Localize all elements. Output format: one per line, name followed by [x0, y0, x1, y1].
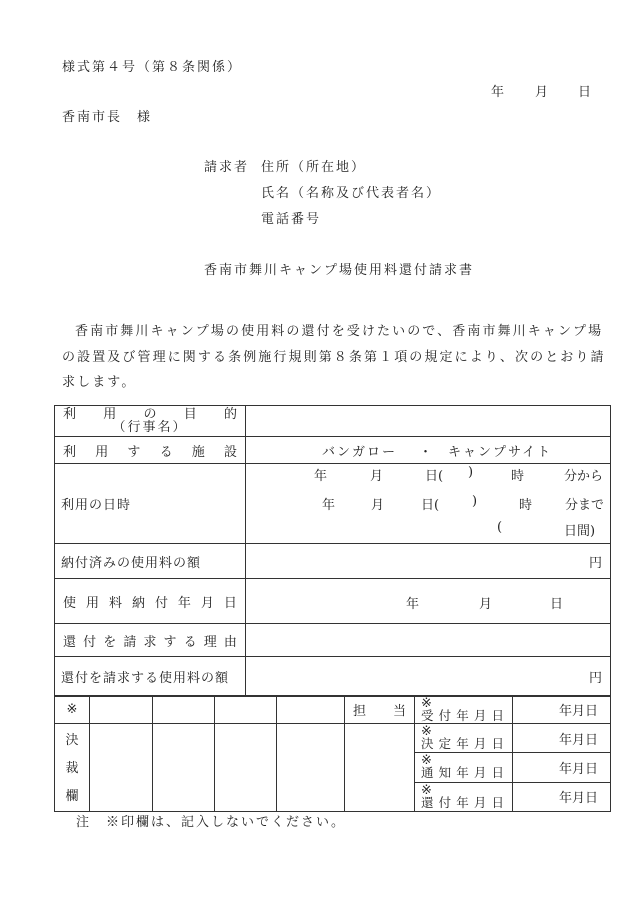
paid-amount-field[interactable]: [246, 544, 611, 579]
body-text: [62, 319, 606, 396]
refund-amount-label: 還付を請求する使用料の額: [55, 657, 246, 697]
row-paid-amount: [55, 544, 611, 579]
approval-cell: [153, 724, 215, 812]
paydate-year: 年: [406, 597, 420, 612]
header-date-day: 日: [578, 85, 592, 100]
tanto-label: 担 当: [353, 704, 406, 719]
decision-date-label: ※ 決 定 年 月 日: [415, 724, 513, 753]
approval-cell: [277, 724, 345, 812]
decision-date-field: 年 月 日: [513, 724, 611, 753]
purpose-label: 利 用 の 目 的: [63, 406, 237, 422]
approval-cell: [90, 696, 153, 724]
approval-row-2: [55, 724, 611, 753]
refund-date-label: ※ 還 付 年 月 日: [415, 782, 513, 811]
refund-yen-unit: 円: [588, 671, 602, 686]
header-date-month: 月: [535, 85, 549, 100]
footnote: 注 ※印欄は、記入しないでください。: [76, 815, 347, 830]
payment-date-field[interactable]: [246, 579, 611, 624]
row-reason: [55, 624, 611, 657]
reason-label: 還 付 を 請 求 す る 理 由: [63, 634, 237, 650]
from-year: 年: [314, 469, 328, 484]
purpose-sub-label: （行事名）: [112, 419, 188, 435]
row-payment-date: [55, 579, 611, 624]
row-purpose: [55, 406, 611, 437]
approval-cell: [277, 696, 345, 724]
refund-date-field: 年 月 日: [513, 782, 611, 811]
to-day: 日(: [421, 498, 440, 513]
body-line-2: の設置及び管理に関する条例施行規則第８条第１項の規定により、次のとおり請: [62, 349, 606, 365]
paydate-day: 日: [550, 597, 564, 612]
facility-option-bungalow[interactable]: バンガロー: [322, 444, 398, 460]
to-suffix: 分まで: [565, 498, 605, 513]
approval-cell: [215, 724, 277, 812]
requester-address: 住所（所在地）: [261, 160, 367, 175]
datetime-field[interactable]: [246, 464, 611, 544]
facility-option-campsite[interactable]: キャンプサイト: [448, 444, 553, 460]
approval-row-1: [55, 696, 611, 724]
to-paren: ): [472, 494, 478, 509]
addressee: 香南市長 様: [62, 110, 153, 125]
refund-amount-field[interactable]: [246, 657, 611, 697]
datetime-label: 利用の日時: [55, 464, 246, 544]
approval-mark: ※: [55, 696, 90, 724]
approval-cell: [90, 724, 153, 812]
from-month: 月: [370, 469, 384, 484]
from-hour: 時: [511, 469, 525, 484]
kessai-label: 決 裁 欄: [55, 724, 90, 812]
notice-date-field: 年 月 日: [513, 753, 611, 782]
body-line-1: 香南市舞川キャンプ場の使用料の還付を受けたいので、香南市舞川キャンプ場: [75, 324, 604, 339]
header-date-year: 年: [491, 85, 505, 100]
payment-date-label: 使 用 料 納 付 年 月 日: [63, 595, 237, 611]
paid-amount-label: 納付済みの使用料の額: [55, 544, 246, 579]
row-refund-amount: [55, 657, 611, 697]
requester-phone: 電話番号: [261, 212, 322, 227]
facility-separator: ・: [419, 444, 435, 460]
days-open-paren: (: [497, 520, 503, 535]
purpose-field[interactable]: [246, 406, 611, 437]
facility-options: [246, 441, 610, 460]
from-day: 日(: [425, 469, 444, 484]
form-number: 様式第４号（第８条関係）: [62, 60, 243, 75]
row-datetime: [55, 464, 611, 544]
paid-yen-unit: 円: [588, 555, 602, 571]
body-line-3: 求します。: [62, 375, 137, 390]
to-year: 年: [322, 498, 336, 513]
received-date-field: 年 月 日: [513, 696, 611, 724]
from-suffix: 分から: [564, 469, 604, 484]
notice-date-label: ※ 通 知 年 月 日: [415, 753, 513, 782]
to-month: 月: [371, 498, 385, 513]
from-paren: ): [468, 465, 474, 480]
refund-request-table: [54, 405, 611, 697]
received-date-label: ※ 受 付 年 月 日: [415, 696, 513, 724]
reason-field[interactable]: [246, 624, 611, 657]
document-title: 香南市舞川キャンプ場使用料還付請求書: [204, 263, 475, 278]
approval-cell: [345, 724, 415, 812]
to-hour: 時: [519, 498, 533, 513]
days-suffix: 日間): [564, 524, 596, 539]
requester-name: 氏名（名称及び代表者名）: [261, 186, 442, 201]
requester-label: 請求者: [204, 160, 250, 175]
approval-cell: [215, 696, 277, 724]
approval-cell: [153, 696, 215, 724]
paydate-month: 月: [479, 597, 493, 612]
row-facility: [55, 437, 611, 464]
facility-label: 利 用 す る 施 設: [63, 444, 237, 460]
approval-table: [54, 695, 611, 812]
